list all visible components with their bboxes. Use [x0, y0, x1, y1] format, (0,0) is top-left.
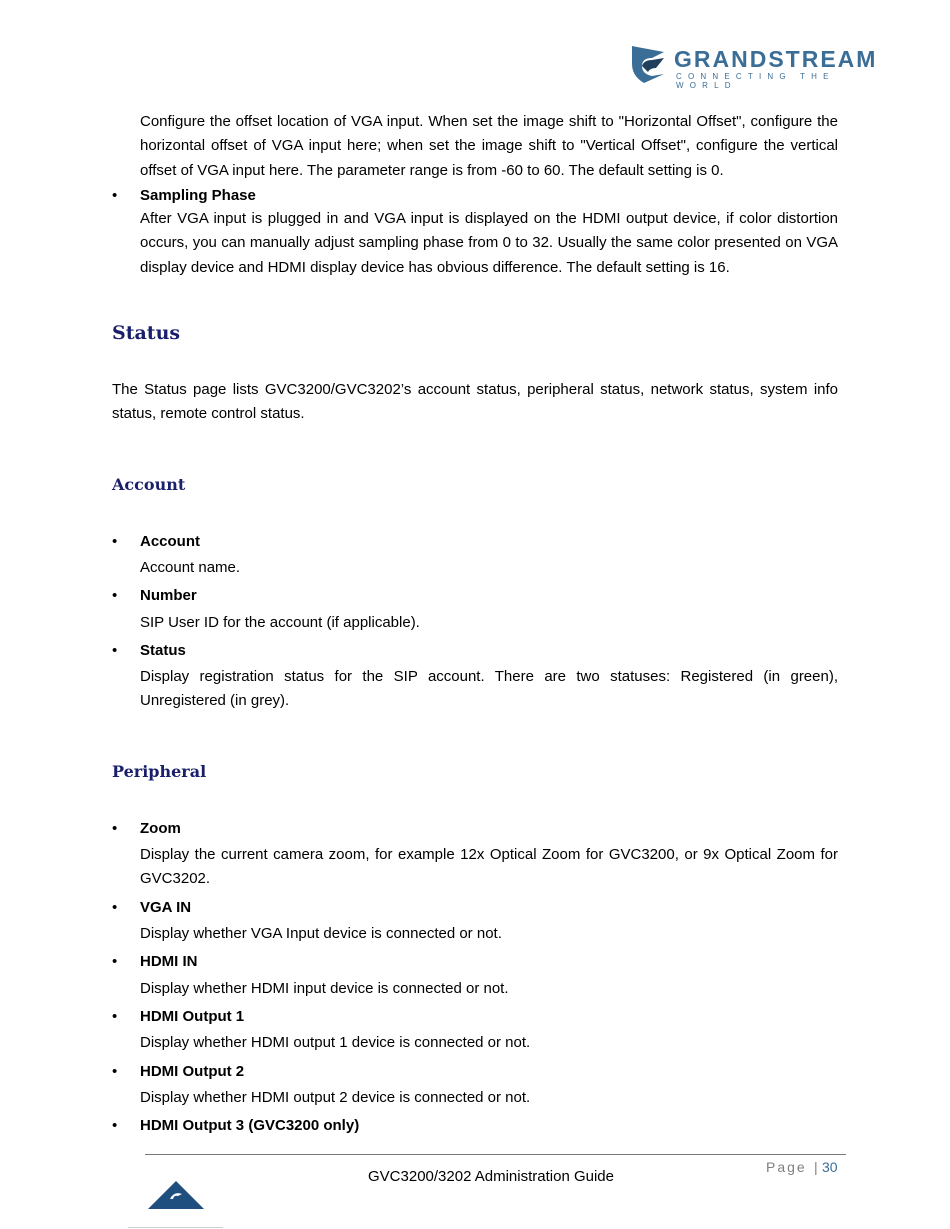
status-paragraph: The Status page lists GVC3200/GVC3202’s account status, peripheral status, network status, system info status, remote control status.	[112, 381, 838, 423]
account-item-desc: Account name.	[140, 559, 241, 576]
hdmi-output-1-item-title: HDMI Output 1	[140, 1008, 245, 1025]
account-item-title: Account	[140, 533, 200, 550]
status-heading: Status	[112, 322, 181, 344]
zoom-item-desc: Display the current camera zoom, for example 12x Optical Zoom for GVC3200, or 9x Optical Zoom for GVC3202.	[140, 846, 838, 888]
bullet: •	[112, 642, 118, 659]
hdmi-in-item-desc: Display whether HDMI input device is connected or not.	[140, 980, 509, 997]
footer-rule	[128, 1227, 223, 1228]
vga-in-item-title: VGA IN	[140, 899, 192, 916]
sampling-phase-title: Sampling Phase	[140, 187, 256, 204]
hdmi-output-2-item-title: HDMI Output 2	[140, 1063, 245, 1080]
footer-logo-icon	[148, 1181, 204, 1211]
grandstream-logo	[630, 44, 890, 88]
bullet: •	[112, 187, 118, 204]
grandstream-logo-icon	[630, 44, 668, 84]
number-item-title: Number	[140, 587, 197, 604]
bullet: •	[112, 1117, 118, 1134]
hdmi-output-2-item-desc: Display whether HDMI output 2 device is connected or not.	[140, 1089, 531, 1106]
number-item-desc: SIP User ID for the account (if applicable).	[140, 614, 420, 631]
page-separator: |	[814, 1159, 818, 1175]
hdmi-output-1-item-desc: Display whether HDMI output 1 device is connected or not.	[140, 1034, 531, 1051]
brand-name: GRANDSTREAM	[674, 46, 878, 72]
peripheral-heading: Peripheral	[112, 762, 207, 781]
bullet: •	[112, 587, 118, 604]
status-item-title: Status	[140, 642, 186, 659]
footer-doc-title: GVC3200/3202 Administration Guide	[368, 1168, 614, 1185]
zoom-item-title: Zoom	[140, 820, 181, 837]
page-number: 30	[822, 1159, 838, 1175]
footer-divider	[145, 1154, 846, 1155]
status-item-desc: Display registration status for the SIP account. There are two statuses: Registered (in green), Unregistered (in grey).	[140, 668, 838, 710]
bullet: •	[112, 1008, 118, 1025]
brand-tagline: CONNECTING THE WORLD	[676, 72, 835, 90]
sampling-phase-paragraph: After VGA input is plugged in and VGA input is displayed on the HDMI output device, if color distortion occurs, you can manually adjust sampling phase from 0 to 32. Usually the same color presented on VGA display device and HDMI display device has obvious difference. The default setting is 16.	[140, 210, 838, 276]
bullet: •	[112, 820, 118, 837]
bullet: •	[112, 1063, 118, 1080]
offset-paragraph: Configure the offset location of VGA input. When set the image shift to "Horizontal Offset", configure the horizontal offset of VGA input here; when set the image shift to "Vertical Offset", configure the vertical offset of VGA input here. The parameter range is from -60 to 60. The default setting is 0.	[140, 113, 838, 179]
hdmi-in-item-title: HDMI IN	[140, 953, 198, 970]
hdmi-output-3-item-title: HDMI Output 3 (GVC3200 only)	[140, 1117, 360, 1134]
vga-in-item-desc: Display whether VGA Input device is connected or not.	[140, 925, 502, 942]
bullet: •	[112, 899, 118, 916]
bullet: •	[112, 533, 118, 550]
page-label: Page	[766, 1159, 807, 1175]
bullet: •	[112, 953, 118, 970]
account-heading: Account	[112, 475, 186, 494]
